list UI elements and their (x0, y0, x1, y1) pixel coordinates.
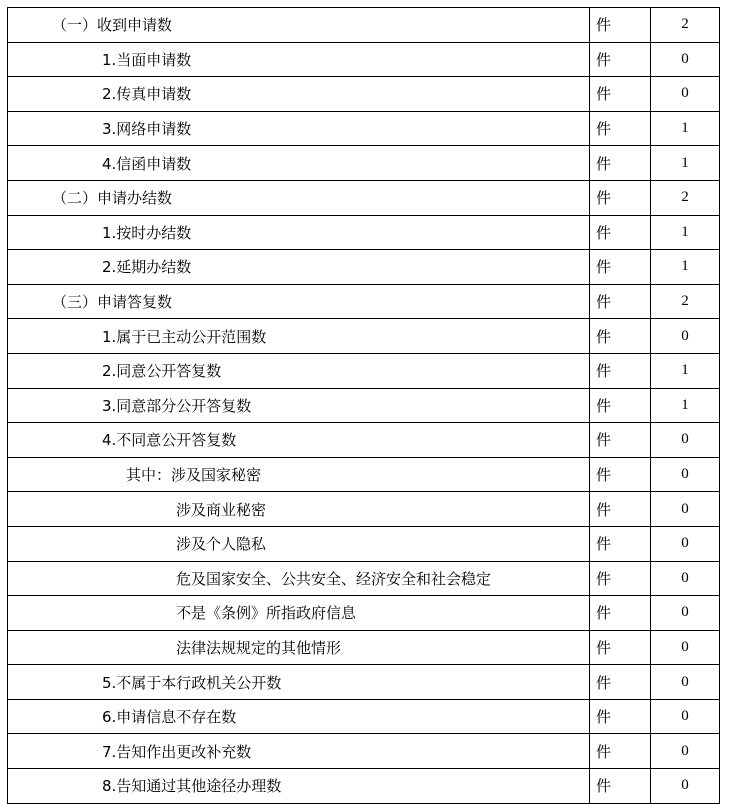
row-unit: 件 (590, 388, 651, 423)
row-label: （二）申请办结数 (8, 180, 590, 215)
table-row (8, 526, 720, 561)
row-label: 涉及个人隐私 (8, 526, 590, 561)
row-value: 2 (651, 180, 720, 215)
row-label: 涉及商业秘密 (8, 492, 590, 527)
row-unit: 件 (590, 596, 651, 631)
row-value: 0 (651, 319, 720, 354)
row-unit: 件 (590, 423, 651, 458)
row-value: 0 (651, 492, 720, 527)
row-value: 0 (651, 77, 720, 112)
table-row (8, 77, 720, 112)
table-row (8, 111, 720, 146)
table-row (8, 8, 720, 43)
table-row (8, 215, 720, 250)
row-value: 0 (651, 596, 720, 631)
row-unit: 件 (590, 146, 651, 181)
row-unit: 件 (590, 769, 651, 804)
row-value: 0 (651, 699, 720, 734)
row-label: 2.延期办结数 (8, 250, 590, 285)
row-unit: 件 (590, 699, 651, 734)
table-row (8, 699, 720, 734)
row-value: 2 (651, 284, 720, 319)
row-unit: 件 (590, 561, 651, 596)
row-value: 1 (651, 250, 720, 285)
table-row (8, 250, 720, 285)
statistics-table (7, 7, 720, 804)
row-label: 5.不属于本行政机关公开数 (8, 665, 590, 700)
table-row (8, 353, 720, 388)
row-unit: 件 (590, 8, 651, 43)
row-label: 2.同意公开答复数 (8, 353, 590, 388)
row-value: 0 (651, 526, 720, 561)
row-label: 6.申请信息不存在数 (8, 699, 590, 734)
row-label: 3.同意部分公开答复数 (8, 388, 590, 423)
row-unit: 件 (590, 77, 651, 112)
row-label: 4.信函申请数 (8, 146, 590, 181)
row-label: 其中：涉及国家秘密 (8, 457, 590, 492)
row-label: 1.当面申请数 (8, 42, 590, 77)
table-row (8, 769, 720, 804)
row-unit: 件 (590, 250, 651, 285)
row-unit: 件 (590, 215, 651, 250)
table-row (8, 561, 720, 596)
row-unit: 件 (590, 526, 651, 561)
row-value: 0 (651, 665, 720, 700)
table-row (8, 284, 720, 319)
row-unit: 件 (590, 319, 651, 354)
table-row (8, 665, 720, 700)
row-label: 1.按时办结数 (8, 215, 590, 250)
row-unit: 件 (590, 630, 651, 665)
row-unit: 件 (590, 284, 651, 319)
row-label: （一）收到申请数 (8, 8, 590, 43)
row-value: 0 (651, 423, 720, 458)
table-row (8, 319, 720, 354)
table-row (8, 630, 720, 665)
row-unit: 件 (590, 665, 651, 700)
row-unit: 件 (590, 457, 651, 492)
row-label: 3.网络申请数 (8, 111, 590, 146)
table-row (8, 457, 720, 492)
table-row (8, 42, 720, 77)
row-unit: 件 (590, 492, 651, 527)
row-label: 不是《条例》所指政府信息 (8, 596, 590, 631)
row-unit: 件 (590, 111, 651, 146)
row-label: 7.告知作出更改补充数 (8, 734, 590, 769)
row-label: 1.属于已主动公开范围数 (8, 319, 590, 354)
row-value: 0 (651, 457, 720, 492)
row-label: 8.告知通过其他途径办理数 (8, 769, 590, 804)
table-row (8, 734, 720, 769)
row-unit: 件 (590, 42, 651, 77)
row-value: 1 (651, 353, 720, 388)
row-value: 0 (651, 734, 720, 769)
table-row (8, 596, 720, 631)
table-row (8, 492, 720, 527)
table-row (8, 146, 720, 181)
row-unit: 件 (590, 353, 651, 388)
row-value: 0 (651, 561, 720, 596)
row-value: 1 (651, 111, 720, 146)
row-value: 2 (651, 8, 720, 43)
row-value: 1 (651, 388, 720, 423)
row-label: 危及国家安全、公共安全、经济安全和社会稳定 (8, 561, 590, 596)
row-unit: 件 (590, 734, 651, 769)
table-row (8, 423, 720, 458)
row-label: 2.传真申请数 (8, 77, 590, 112)
row-value: 1 (651, 146, 720, 181)
row-unit: 件 (590, 180, 651, 215)
row-value: 1 (651, 215, 720, 250)
row-value: 0 (651, 630, 720, 665)
row-value: 0 (651, 769, 720, 804)
row-label: 4.不同意公开答复数 (8, 423, 590, 458)
row-label: 法律法规规定的其他情形 (8, 630, 590, 665)
row-value: 0 (651, 42, 720, 77)
row-label: （三）申请答复数 (8, 284, 590, 319)
table-row (8, 388, 720, 423)
table-row (8, 180, 720, 215)
